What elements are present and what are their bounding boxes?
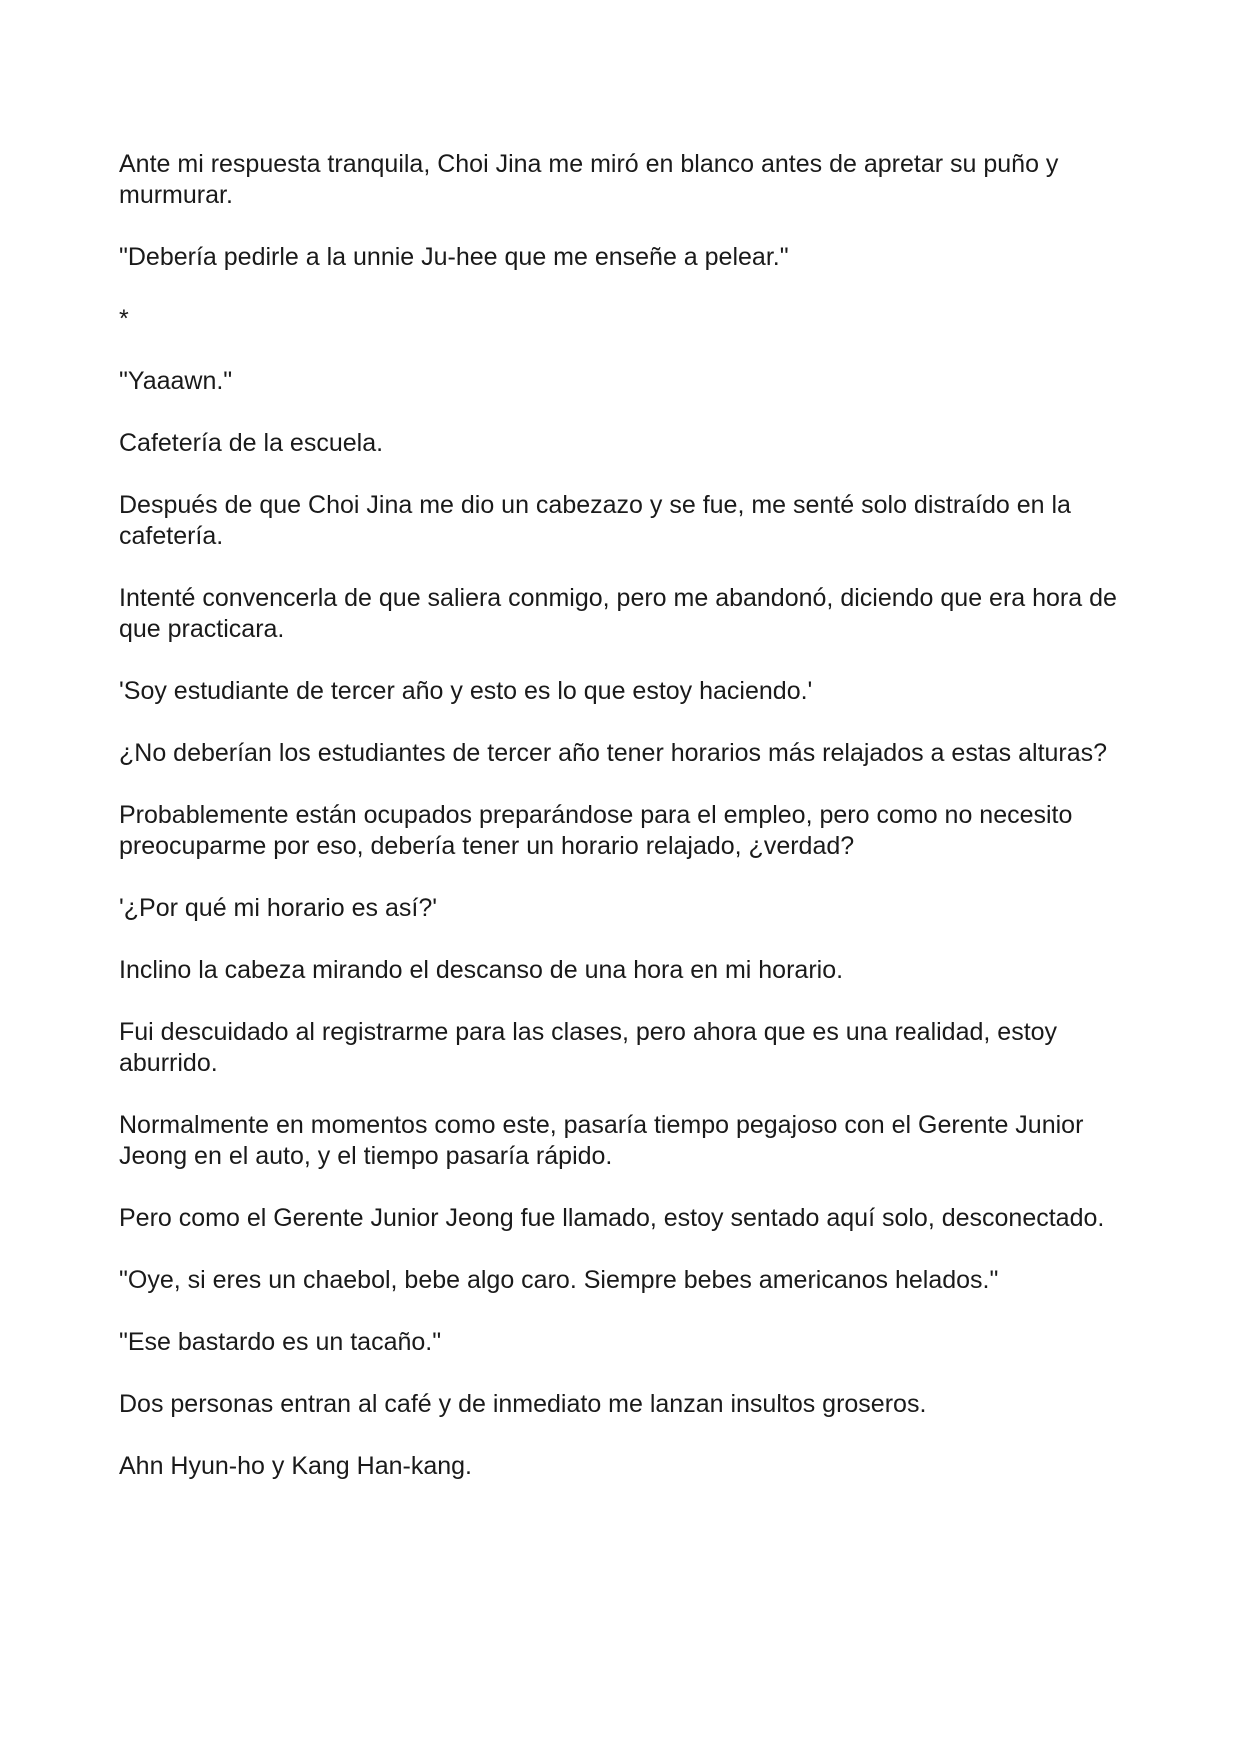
paragraph: ¿No deberían los estudiantes de tercer año tener horarios más relajados a estas alturas? (119, 739, 1108, 767)
paragraph: Ante mi respuesta tranquila, Choi Jina me miró en blanco antes de apretar su puño y murmurar. (119, 150, 1059, 209)
paragraph: Cafetería de la escuela. (119, 429, 384, 457)
paragraph: Probablemente están ocupados preparándose para el empleo, pero como no necesito preocuparme por eso, debería tener un horario relajado, ¿verdad? (119, 801, 1073, 860)
paragraph: "Oye, si eres un chaebol, bebe algo caro. Siempre bebes americanos helados." (119, 1266, 999, 1294)
paragraph: Pero como el Gerente Junior Jeong fue llamado, estoy sentado aquí solo, desconectado. (119, 1204, 1105, 1232)
paragraph: "Debería pedirle a la unnie Ju-hee que me enseñe a pelear." (119, 243, 789, 271)
document-body (119, 149, 1129, 1513)
paragraph: Intenté convencerla de que saliera conmigo, pero me abandonó, diciendo que era hora de que practicara. (119, 584, 1117, 643)
paragraph: Después de que Choi Jina me dio un cabezazo y se fue, me senté solo distraído en la cafetería. (119, 491, 1071, 550)
scene-break: * (119, 305, 129, 333)
paragraph: Inclino la cabeza mirando el descanso de una hora en mi horario. (119, 956, 844, 984)
paragraph: Ahn Hyun-ho y Kang Han-kang. (119, 1452, 472, 1480)
paragraph: 'Soy estudiante de tercer año y esto es lo que estoy haciendo.' (119, 677, 813, 705)
paragraph: Fui descuidado al registrarme para las clases, pero ahora que es una realidad, estoy aburrido. (119, 1018, 1058, 1077)
paragraph: "Yaaawn." (119, 367, 233, 395)
paragraph: '¿Por qué mi horario es así?' (119, 894, 438, 922)
paragraph: Normalmente en momentos como este, pasaría tiempo pegajoso con el Gerente Junior Jeong en el auto, y el tiempo pasaría rápido. (119, 1111, 1084, 1170)
paragraph: Dos personas entran al café y de inmediato me lanzan insultos groseros. (119, 1390, 927, 1418)
paragraph: "Ese bastardo es un tacaño." (119, 1328, 442, 1356)
